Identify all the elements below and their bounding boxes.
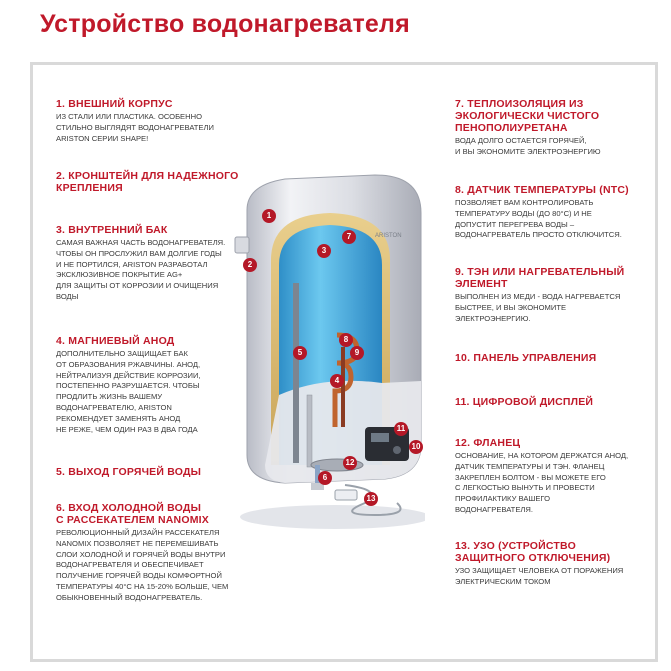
item-control-panel: [455, 352, 640, 364]
item-description: ИЗ СТАЛИ ИЛИ ПЛАСТИКА. ОСОБЕННО СТИЛЬНО ВЫГЛЯДЯТ ВОДОНАГРЕВАТЕЛИ ARISTON СЕРИИ SHAPE!: [56, 112, 214, 143]
item-heading: 5. ВЫХОД ГОРЯЧЕЙ ВОДЫ: [56, 466, 202, 478]
badge-6: 6: [318, 471, 332, 485]
item-insulation: [455, 98, 640, 158]
temperature-sensor: [341, 347, 345, 427]
item-heading: 7. ТЕПЛОИЗОЛЯЦИЯ ИЗ ЭКОЛОГИЧЕСКИ ЧИСТОГО ПЕНОПОЛИУРЕТАНА: [455, 98, 600, 134]
item-description: ПОЗВОЛЯЕТ ВАМ КОНТРОЛИРОВАТЬ ТЕМПЕРАТУРУ ВОДЫ (ДО 80°С) И НЕ ДОПУСТИТ ПЕРЕГРЕВА ВОДЫ – ВОДОНАГРЕВАТЕЛЬ ПРОСТО ОТКЛЮЧИТСЯ.: [455, 198, 622, 240]
item-heading: 13. УЗО (УСТРОЙСТВО ЗАЩИТНОГО ОТКЛЮЧЕНИЯ): [455, 540, 611, 564]
item-heading: 9. ТЭН ИЛИ НАГРЕВАТЕЛЬНЫЙ ЭЛЕМЕНТ: [455, 266, 625, 290]
item-external-body: [56, 98, 246, 144]
water-heater-illustration: [225, 165, 425, 545]
badge-10: 10: [409, 440, 423, 454]
badge-13: 13: [364, 492, 378, 506]
panel-knob: [393, 446, 401, 454]
item-heading: 11. ЦИФРОВОЙ ДИСПЛЕЙ: [455, 396, 594, 408]
badge-5: 5: [293, 346, 307, 360]
item-bracket: [56, 170, 246, 194]
badge-11: 11: [394, 422, 408, 436]
item-heading: 4. МАГНИЕВЫЙ АНОД: [56, 335, 175, 347]
item-cold-water-inlet: [56, 502, 246, 604]
badge-3: 3: [317, 244, 331, 258]
item-description: УЗО ЗАЩИЩАЕТ ЧЕЛОВЕКА ОТ ПОРАЖЕНИЯ ЭЛЕКТРИЧЕСКИМ ТОКОМ: [455, 566, 624, 586]
item-heading: 6. ВХОД ХОЛОДНОЙ ВОДЫ С РАССЕКАТЕЛЕМ NANOMIX: [56, 502, 209, 526]
item-description: РЕВОЛЮЦИОННЫЙ ДИЗАЙН РАССЕКАТЕЛЯ NANOMIX ПОЗВОЛЯЕТ НЕ ПЕРЕМЕШИВАТЬ СЛОИ ХОЛОДНОЙ И ГОРЯЧЕЙ ВОДЫ ВНУТРИ ВОДОНАГРЕВАТЕЛЯ И ОБЕСПЕЧИВАЕТ ПОЛУЧЕНИЕ ГОРЯЧЕЙ ВОДЫ КОМФОРТНОЙ ТЕМПЕРАТУРЫ 40°С НА 15-20% БОЛЬШЕ, ЧЕМ ОБЫКНОВЕННЫЙ ВОДОНАГРЕВАТЕЛЬ.: [56, 528, 229, 602]
item-description: ОСНОВАНИЕ, НА КОТОРОМ ДЕРЖАТСЯ АНОД, ДАТЧИК ТЕМПЕРАТУРЫ И ТЭН. ФЛАНЕЦ ЗАКРЕПЛЕН БОЛТОМ - ВЫ МОЖЕТЕ ЕГО С ЛЕГКОСТЬЮ ВЫНУТЬ И ПРОВЕСТИ ПРОФИЛАКТИКУ ВАШЕГО ВОДОНАГРЕВАТЕЛЯ.: [455, 451, 629, 514]
item-description: САМАЯ ВАЖНАЯ ЧАСТЬ ВОДОНАГРЕВАТЕЛЯ. ЧТОБЫ ОН ПРОСЛУЖИЛ ВАМ ДОЛГИЕ ГОДЫ И НЕ ПОРТИЛСЯ, ARISTON РАЗРАБОТАЛ ЭКСКЛЮЗИВНОЕ ПОКРЫТИЕ AG+ ДЛЯ ЗАЩИТЫ ОТ КОРРОЗИИ И ОЧИЩЕНИЯ ВОДЫ: [56, 238, 226, 301]
badge-12: 12: [343, 456, 357, 470]
badge-1: 1: [262, 209, 276, 223]
item-description: ДОПОЛНИТЕЛЬНО ЗАЩИЩАЕТ БАК ОТ ОБРАЗОВАНИЯ РЖАВЧИНЫ. АНОД, НЕЙТРАЛИЗУЯ ДЕЙСТВИЕ КОРРОЗИИ, ПОСТЕПЕННО РАЗРУШАЕТСЯ. ЧТОБЫ ПРОДЛИТЬ ЖИЗНЬ ВАШЕМУ ВОДОНАГРЕВАТЕЛЮ, ARISTON РЕКОМЕНДУЕТ ЗАМЕНЯТЬ АНОД НЕ РЕЖЕ, ЧЕМ ОДИН РАЗ В ДВА ГОДА: [56, 349, 201, 434]
badge-2: 2: [243, 258, 257, 272]
item-heating-element: [455, 266, 640, 324]
item-rcd: [455, 540, 640, 588]
item-inner-tank: [56, 224, 246, 303]
item-heading: 2. КРОНШТЕЙН ДЛЯ НАДЕЖНОГО КРЕПЛЕНИЯ: [56, 170, 239, 194]
item-heading: 12. ФЛАНЕЦ: [455, 437, 521, 449]
item-heading: 3. ВНУТРЕННИЙ БАК: [56, 224, 168, 236]
item-description: ВОДА ДОЛГО ОСТАЕТСЯ ГОРЯЧЕЙ, И ВЫ ЭКОНОМИТЕ ЭЛЕКТРОЭНЕРГИЮ: [455, 136, 601, 156]
item-digital-display: [455, 396, 640, 408]
floor-shadow: [240, 505, 425, 529]
item-hot-water-outlet: [56, 466, 246, 478]
item-magnesium-anode: [56, 335, 246, 435]
page-title: Устройство водонагревателя: [40, 10, 410, 38]
brand-logo: ARISTON: [375, 233, 402, 239]
digital-display: [371, 433, 389, 442]
badge-4: 4: [330, 374, 344, 388]
item-temperature-sensor: [455, 184, 640, 241]
badge-8: 8: [339, 333, 353, 347]
hot-water-pipe: [307, 395, 312, 467]
badge-7: 7: [342, 230, 356, 244]
rcd-device: [335, 490, 357, 500]
wall-bracket: [235, 237, 249, 253]
item-flange: [455, 437, 640, 516]
item-heading: 10. ПАНЕЛЬ УПРАВЛЕНИЯ: [455, 352, 597, 364]
item-heading: 1. ВНЕШНИЙ КОРПУС: [56, 98, 173, 110]
item-heading: 8. ДАТЧИК ТЕМПЕРАТУРЫ (NTC): [455, 184, 629, 196]
item-description: ВЫПОЛНЕН ИЗ МЕДИ - ВОДА НАГРЕВАЕТСЯ БЫСТРЕЕ, И ВЫ ЭКОНОМИТЕ ЭЛЕКТРОЭНЕРГИЮ.: [455, 292, 621, 323]
badge-9: 9: [350, 346, 364, 360]
magnesium-anode: [293, 283, 299, 463]
